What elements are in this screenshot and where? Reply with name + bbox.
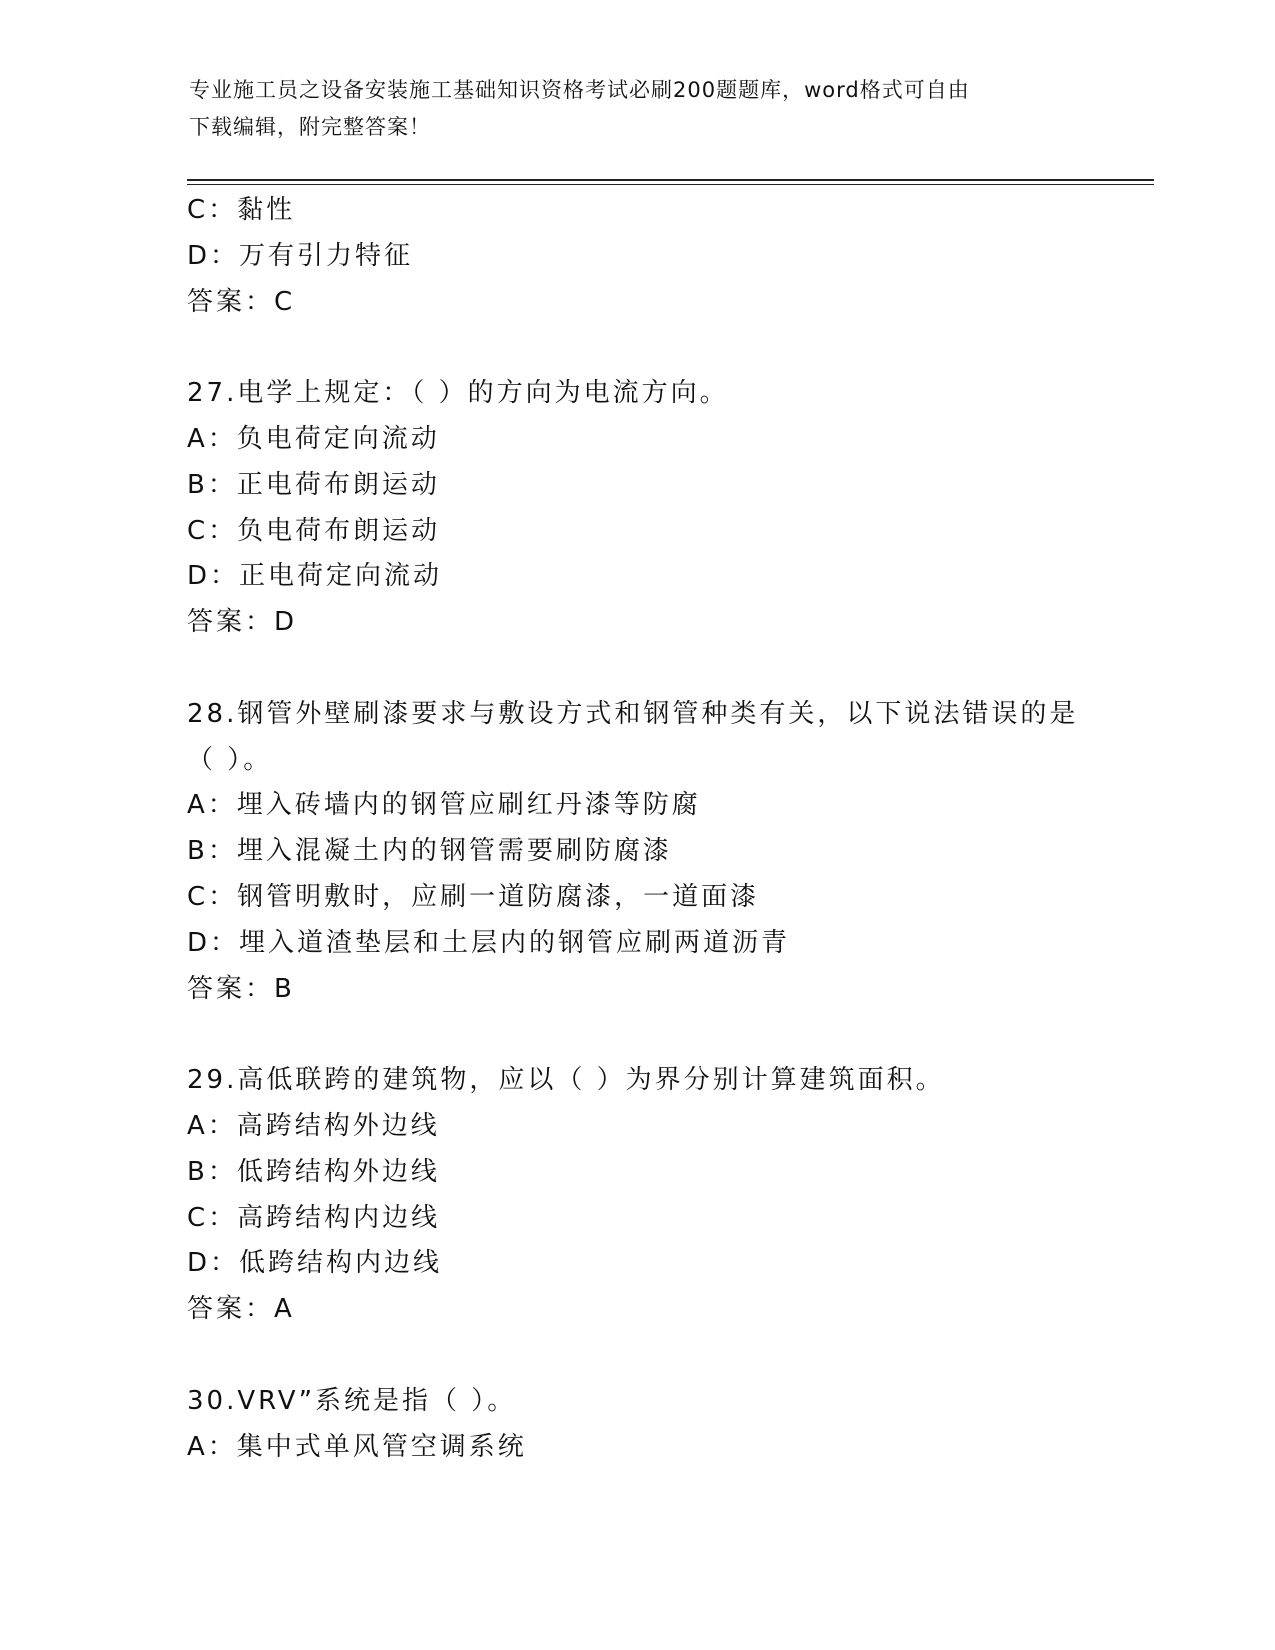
option-a: A：负电荷定向流动 — [187, 423, 440, 454]
question-stem: 30.VRV”系统是指（ ）。 — [187, 1385, 517, 1416]
option-d: D：低跨结构内边线 — [187, 1248, 443, 1279]
question-28 — [187, 692, 1127, 1013]
header-line-2: 下载编辑，附完整答案！ — [189, 115, 431, 139]
question-30 — [187, 1379, 1127, 1471]
option-b: B：低跨结构外边线 — [187, 1156, 440, 1187]
header-line-1: 专业施工员之设备安装施工基础知识资格考试必刷200题题库，word格式可自由 — [189, 78, 970, 102]
option-b: B：正电荷布朗运动 — [187, 469, 440, 500]
spacer — [187, 1012, 1127, 1058]
spacer — [187, 1333, 1127, 1379]
question-stem: 27.电学上规定：（ ）的方向为电流方向。 — [187, 378, 729, 409]
answer-line: 答案：B — [187, 973, 295, 1004]
option-d: D：正电荷定向流动 — [187, 561, 443, 592]
option-d: D：埋入道渣垫层和土层内的钢管应刷两道沥青 — [187, 927, 791, 958]
question-27 — [187, 371, 1127, 646]
option-c: C：钢管明敷时，应刷一道防腐漆，一道面漆 — [187, 881, 760, 912]
header-divider-thick — [187, 179, 1154, 181]
question-stem: 29.高低联跨的建筑物，应以（ ）为界分别计算建筑面积。 — [187, 1065, 945, 1096]
option-c: C：负电荷布朗运动 — [187, 515, 441, 546]
question-26-fragment — [187, 188, 1127, 325]
answer-line: 答案：D — [187, 607, 298, 638]
option-a: A：集中式单风管空调系统 — [187, 1431, 527, 1462]
option-a: A：高跨结构外边线 — [187, 1110, 440, 1141]
spacer — [187, 325, 1127, 371]
spacer — [187, 646, 1127, 692]
option-a: A：埋入砖墙内的钢管应刷红丹漆等防腐 — [187, 790, 701, 821]
document-header — [189, 72, 1069, 146]
answer-line: 答案：C — [187, 286, 296, 317]
question-list — [187, 188, 1127, 1470]
question-stem-line-1: 28.钢管外壁刷漆要求与敷设方式和钢管种类有关，以下说法错误的是 — [187, 698, 1079, 729]
option-d: D：万有引力特征 — [187, 240, 414, 271]
question-29 — [187, 1058, 1127, 1333]
option-b: B：埋入混凝土内的钢管需要刷防腐漆 — [187, 836, 672, 867]
question-stem-line-2: （ ）。 — [187, 744, 273, 775]
header-divider-thin — [187, 184, 1154, 185]
option-c: C：黏性 — [187, 195, 296, 225]
option-c: C：高跨结构内边线 — [187, 1202, 441, 1233]
answer-line: 答案：A — [187, 1294, 295, 1325]
